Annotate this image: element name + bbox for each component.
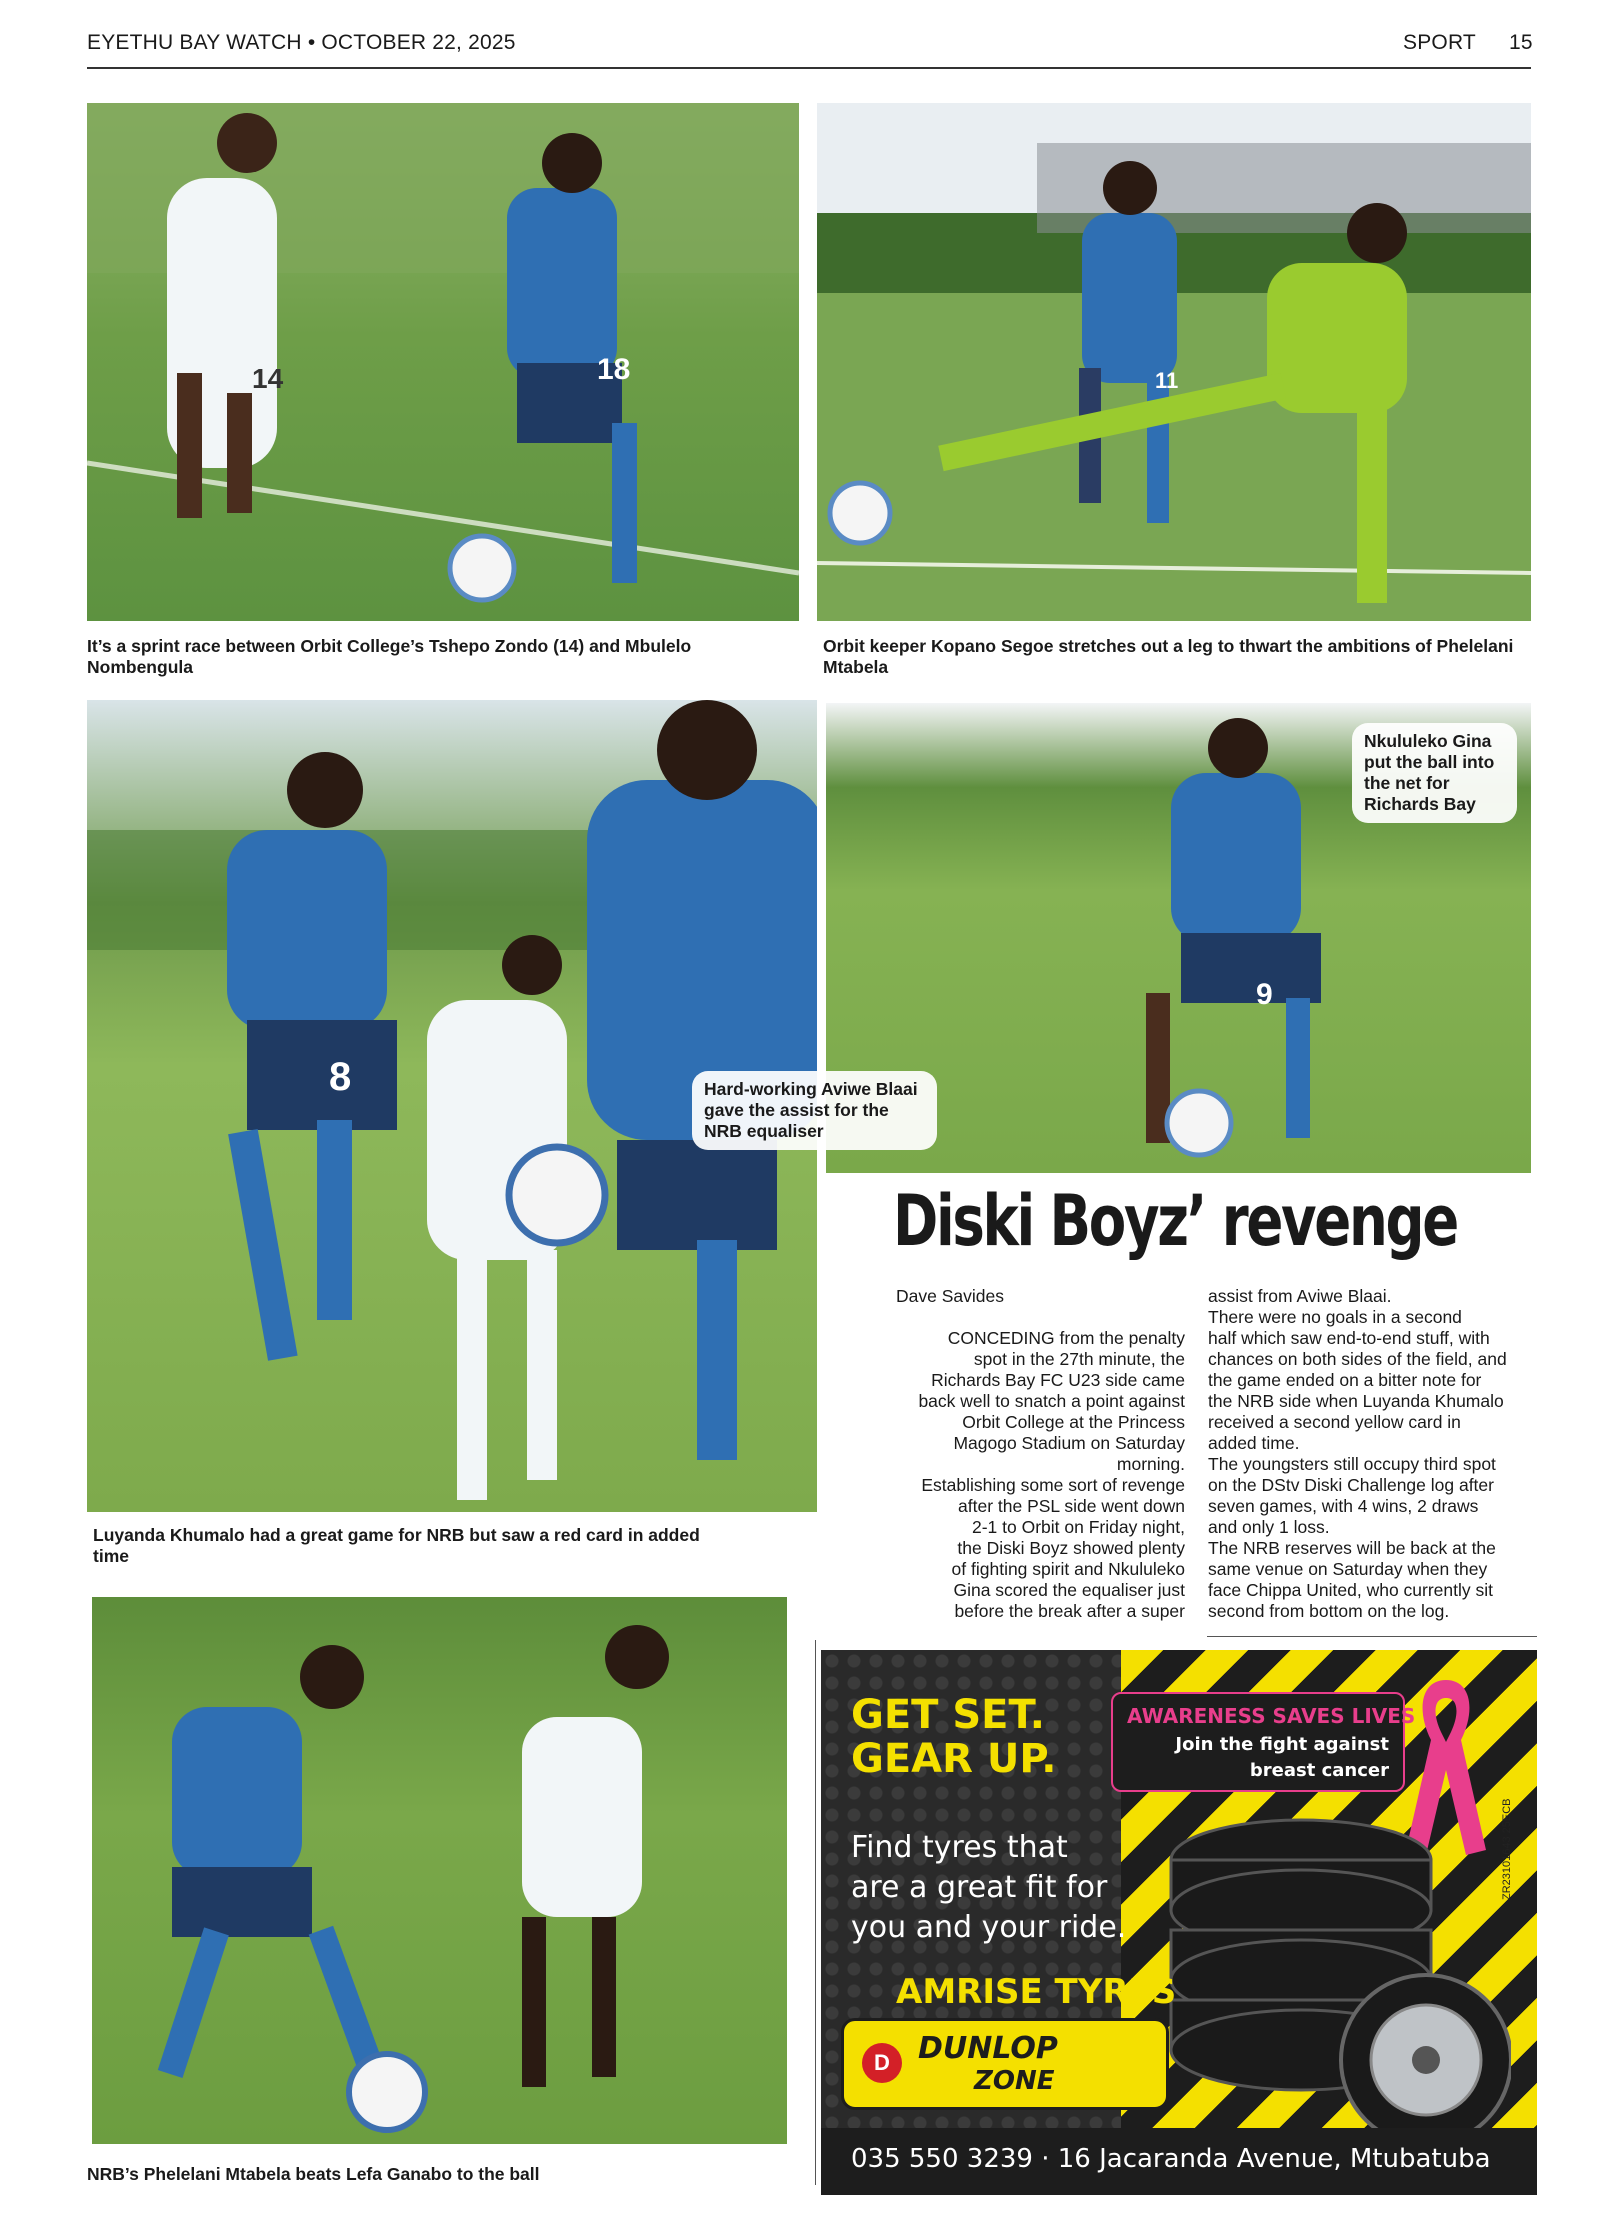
- jersey-number-18: 18: [597, 353, 631, 386]
- jersey-number-9: 9: [1256, 978, 1273, 1011]
- article-line: the game ended on a bitter note for: [1208, 1370, 1482, 1390]
- awareness-title: AWARENESS SAVES LIVES: [1127, 1704, 1416, 1728]
- callout-gina: Nkululeko Gina put the ball into the net for Richards Bay: [1352, 723, 1517, 823]
- caption-photo-2: Orbit keeper Kopano Segoe stretches out a leg to thwart the ambitions of Phelelani Mtabela: [823, 636, 1514, 677]
- jersey-number-14: 14: [252, 363, 284, 394]
- article-line: and only 1 loss.: [1208, 1517, 1330, 1537]
- article-line: seven games, with 4 wins, 2 draws: [1208, 1496, 1479, 1516]
- article-line: of fighting spirit and Nkululeko: [951, 1559, 1185, 1579]
- article-line: chances on both sides of the field, and: [1208, 1349, 1507, 1369]
- article-line: after the PSL side went down: [958, 1496, 1185, 1516]
- advert-amrise-tyres: [821, 1650, 1537, 2195]
- ad-body-1: Find tyres that: [851, 1830, 1068, 1865]
- awareness-line-2: breast cancer: [1249, 1760, 1389, 1781]
- callout-blaai: Hard-working Aviwe Blaai gave the assist for the NRB equaliser: [692, 1071, 937, 1150]
- dunlop-zone-logo: [841, 2018, 1169, 2110]
- ad-contact-bar: [821, 2128, 1537, 2195]
- article-line: Orbit College at the Princess: [962, 1412, 1185, 1432]
- article-line: 2-1 to Orbit on Friday night,: [971, 1517, 1185, 1537]
- article-line: the Diski Boyz showed plenty: [957, 1538, 1185, 1558]
- zone-word: ZONE: [974, 2066, 1055, 2096]
- page-number: 15: [1509, 31, 1533, 54]
- ad-headline-1: GET SET.: [851, 1692, 1045, 1738]
- tyre-stack-image: [1151, 1800, 1511, 2160]
- article-line: second from bottom on the log.: [1208, 1601, 1450, 1621]
- dunlop-word: DUNLOP: [918, 2031, 1058, 2066]
- photo-sprint-race: [87, 103, 799, 621]
- ad-body-3: you and your ride.: [851, 1910, 1127, 1945]
- photo-keeper-stretch: [817, 103, 1531, 621]
- article-line: Magogo Stadium on Saturday: [953, 1433, 1185, 1453]
- article-line: Richards Bay FC U23 side came: [931, 1370, 1185, 1390]
- article-line: face Chippa United, who currently sit: [1208, 1580, 1493, 1600]
- article-line: same venue on Saturday when they: [1208, 1559, 1488, 1579]
- article-line: Gina scored the equaliser just: [953, 1580, 1185, 1600]
- section-label: SPORT: [1403, 31, 1476, 54]
- ad-vertical-rule: [815, 1640, 816, 2185]
- photo-mtabela: [92, 1597, 787, 2144]
- jersey-number-11: 11: [1155, 368, 1179, 393]
- article-line: on the DStv Diski Challenge log after: [1208, 1475, 1494, 1495]
- article-line: the NRB side when Luyanda Khumalo: [1208, 1391, 1504, 1411]
- article-line: Establishing some sort of revenge: [921, 1475, 1185, 1495]
- article-line: morning.: [1116, 1454, 1185, 1474]
- article-line: back well to snatch a point against: [918, 1391, 1185, 1411]
- article-headline: Diski Boyz’ revenge: [893, 1180, 1457, 1262]
- awareness-line-1: Join the fight against: [1175, 1734, 1389, 1755]
- article-line: half which saw end-to-end stuff, with: [1208, 1328, 1490, 1348]
- ad-headline-2: GEAR UP.: [851, 1736, 1057, 1782]
- masthead: EYETHU BAY WATCH • OCTOBER 22, 2025: [87, 31, 516, 54]
- dunlop-d-icon: D: [862, 2043, 902, 2083]
- ad-contact: 035 550 3239 · 16 Jacaranda Avenue, Mtubatuba: [851, 2144, 1491, 2174]
- article-line: assist from Aviwe Blaai.: [1208, 1286, 1392, 1306]
- article-line: spot in the 27th minute, the: [973, 1349, 1185, 1369]
- article-line: CONCEDING from the penalty: [947, 1328, 1185, 1348]
- article-column-2: [1208, 1286, 1538, 1622]
- caption-photo-1: It’s a sprint race between Orbit College’s Tshepo Zondo (14) and Mbulelo Nombengula: [87, 636, 692, 677]
- article-line: The youngsters still occupy third spot: [1208, 1454, 1496, 1474]
- column-rule: [1207, 1636, 1537, 1637]
- article-line: received a second yellow card in: [1208, 1412, 1461, 1432]
- ad-body-2: are a great fit for: [851, 1870, 1108, 1905]
- header-rule: [87, 67, 1531, 69]
- ad-ref-code: ZR23101643 25ECB: [1501, 1798, 1513, 1900]
- article-line: added time.: [1208, 1433, 1300, 1453]
- caption-photo-3: Luyanda Khumalo had a great game for NRB but saw a red card in added time: [93, 1525, 700, 1566]
- article-line: before the break after a super: [954, 1601, 1185, 1621]
- awareness-box: [1111, 1692, 1416, 1792]
- article-line: There were no goals in a second: [1208, 1307, 1462, 1327]
- article-column-1: [855, 1328, 1185, 1622]
- ad-brand: AMRISE TYRES: [896, 1972, 1177, 2012]
- article-line: The NRB reserves will be back at the: [1208, 1538, 1496, 1558]
- article-byline: Dave Savides: [896, 1286, 1004, 1306]
- caption-photo-5: NRB’s Phelelani Mtabela beats Lefa Ganabo to the ball: [87, 2164, 540, 2184]
- jersey-number-8: 8: [329, 1055, 352, 1099]
